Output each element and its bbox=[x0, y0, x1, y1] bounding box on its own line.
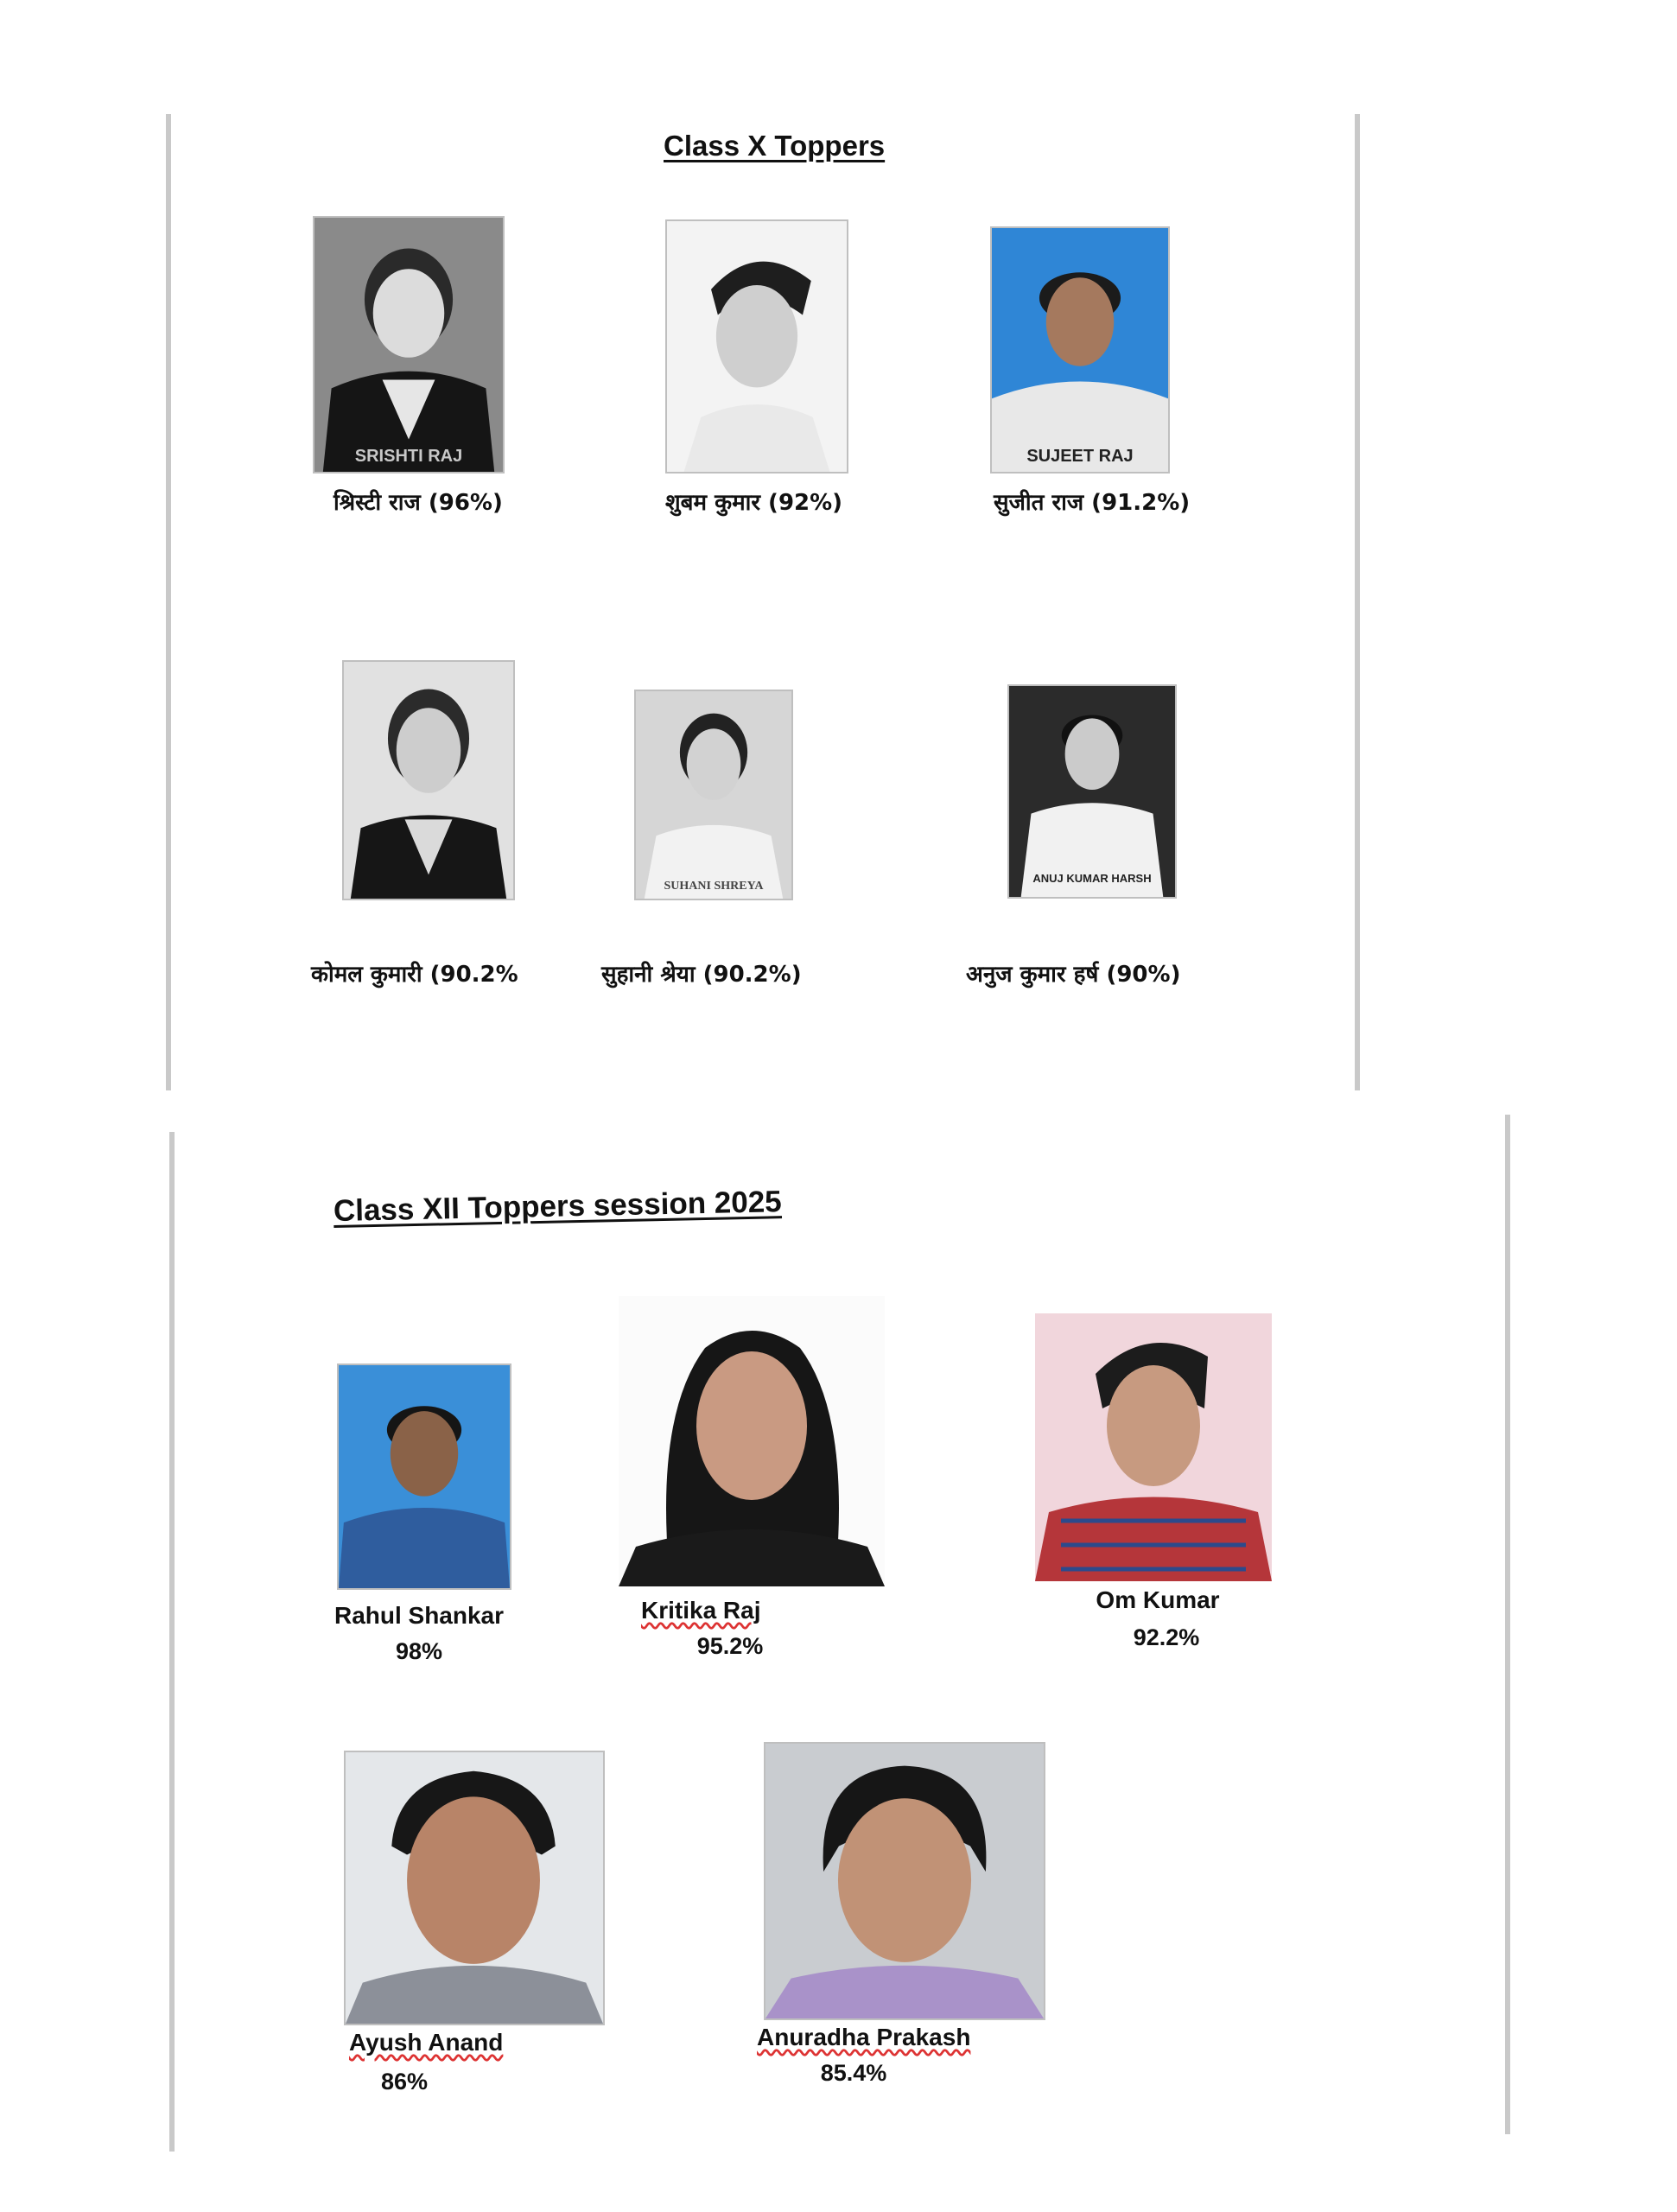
spellcheck-name: Kritika Raj bbox=[641, 1597, 761, 1624]
student-photo bbox=[1007, 684, 1177, 899]
spellcheck-name: Ayush Anand bbox=[349, 2029, 504, 2056]
sheet-edge-right bbox=[1355, 114, 1360, 1090]
sheet-edge-left bbox=[169, 1132, 175, 2152]
photo-name-stamp: SUJEET RAJ bbox=[1026, 447, 1134, 466]
student-percent: 85.4% bbox=[820, 2060, 887, 2086]
student-name bbox=[349, 2029, 539, 2056]
student-name: Rahul Shankar bbox=[333, 1602, 505, 1629]
student-photo bbox=[764, 1742, 1045, 2020]
student-photo bbox=[990, 226, 1170, 474]
student-caption: कोमल कुमारी (90.2% bbox=[311, 962, 518, 988]
student-percent: 86% bbox=[380, 2069, 429, 2094]
student-caption: सुहानी श्रेया (90.2%) bbox=[601, 962, 802, 988]
student-percent: 95.2% bbox=[696, 1633, 764, 1659]
class-x-title: Class X Toppers bbox=[664, 130, 886, 162]
student-name bbox=[641, 1597, 788, 1624]
student-photo bbox=[337, 1363, 511, 1590]
photo-name-stamp: SUHANI SHREYA bbox=[664, 880, 764, 893]
class-xii-title: Class XII Toppers session 2025 bbox=[333, 1185, 783, 1228]
sheet-edge-left bbox=[166, 114, 171, 1090]
student-caption: श्रिस्टी राज (96%) bbox=[333, 490, 503, 516]
student-photo bbox=[665, 219, 848, 474]
sheet-edge-right bbox=[1505, 1115, 1510, 2134]
student-photo bbox=[634, 690, 793, 900]
photo-name-stamp: SRISHTI RAJ bbox=[354, 447, 463, 466]
student-photo bbox=[342, 660, 515, 900]
student-caption: सुजीत राज (91.2%) bbox=[994, 490, 1191, 516]
student-photo bbox=[313, 216, 505, 474]
student-name bbox=[757, 2024, 1016, 2051]
student-caption: शुबम कुमार (92%) bbox=[665, 490, 843, 516]
photo-name-stamp: ANUJ KUMAR HARSH bbox=[1032, 872, 1152, 885]
spellcheck-name: Anuradha Prakash bbox=[757, 2024, 971, 2050]
student-photo bbox=[619, 1296, 885, 1586]
student-percent: 98% bbox=[395, 1638, 443, 1664]
student-percent: 92.2% bbox=[1133, 1624, 1200, 1650]
student-caption: अनुज कुमार हर्ष (90%) bbox=[966, 962, 1181, 988]
student-photo bbox=[1035, 1313, 1272, 1581]
student-name: Om Kumar bbox=[1096, 1586, 1220, 1613]
student-photo bbox=[344, 1751, 605, 2025]
